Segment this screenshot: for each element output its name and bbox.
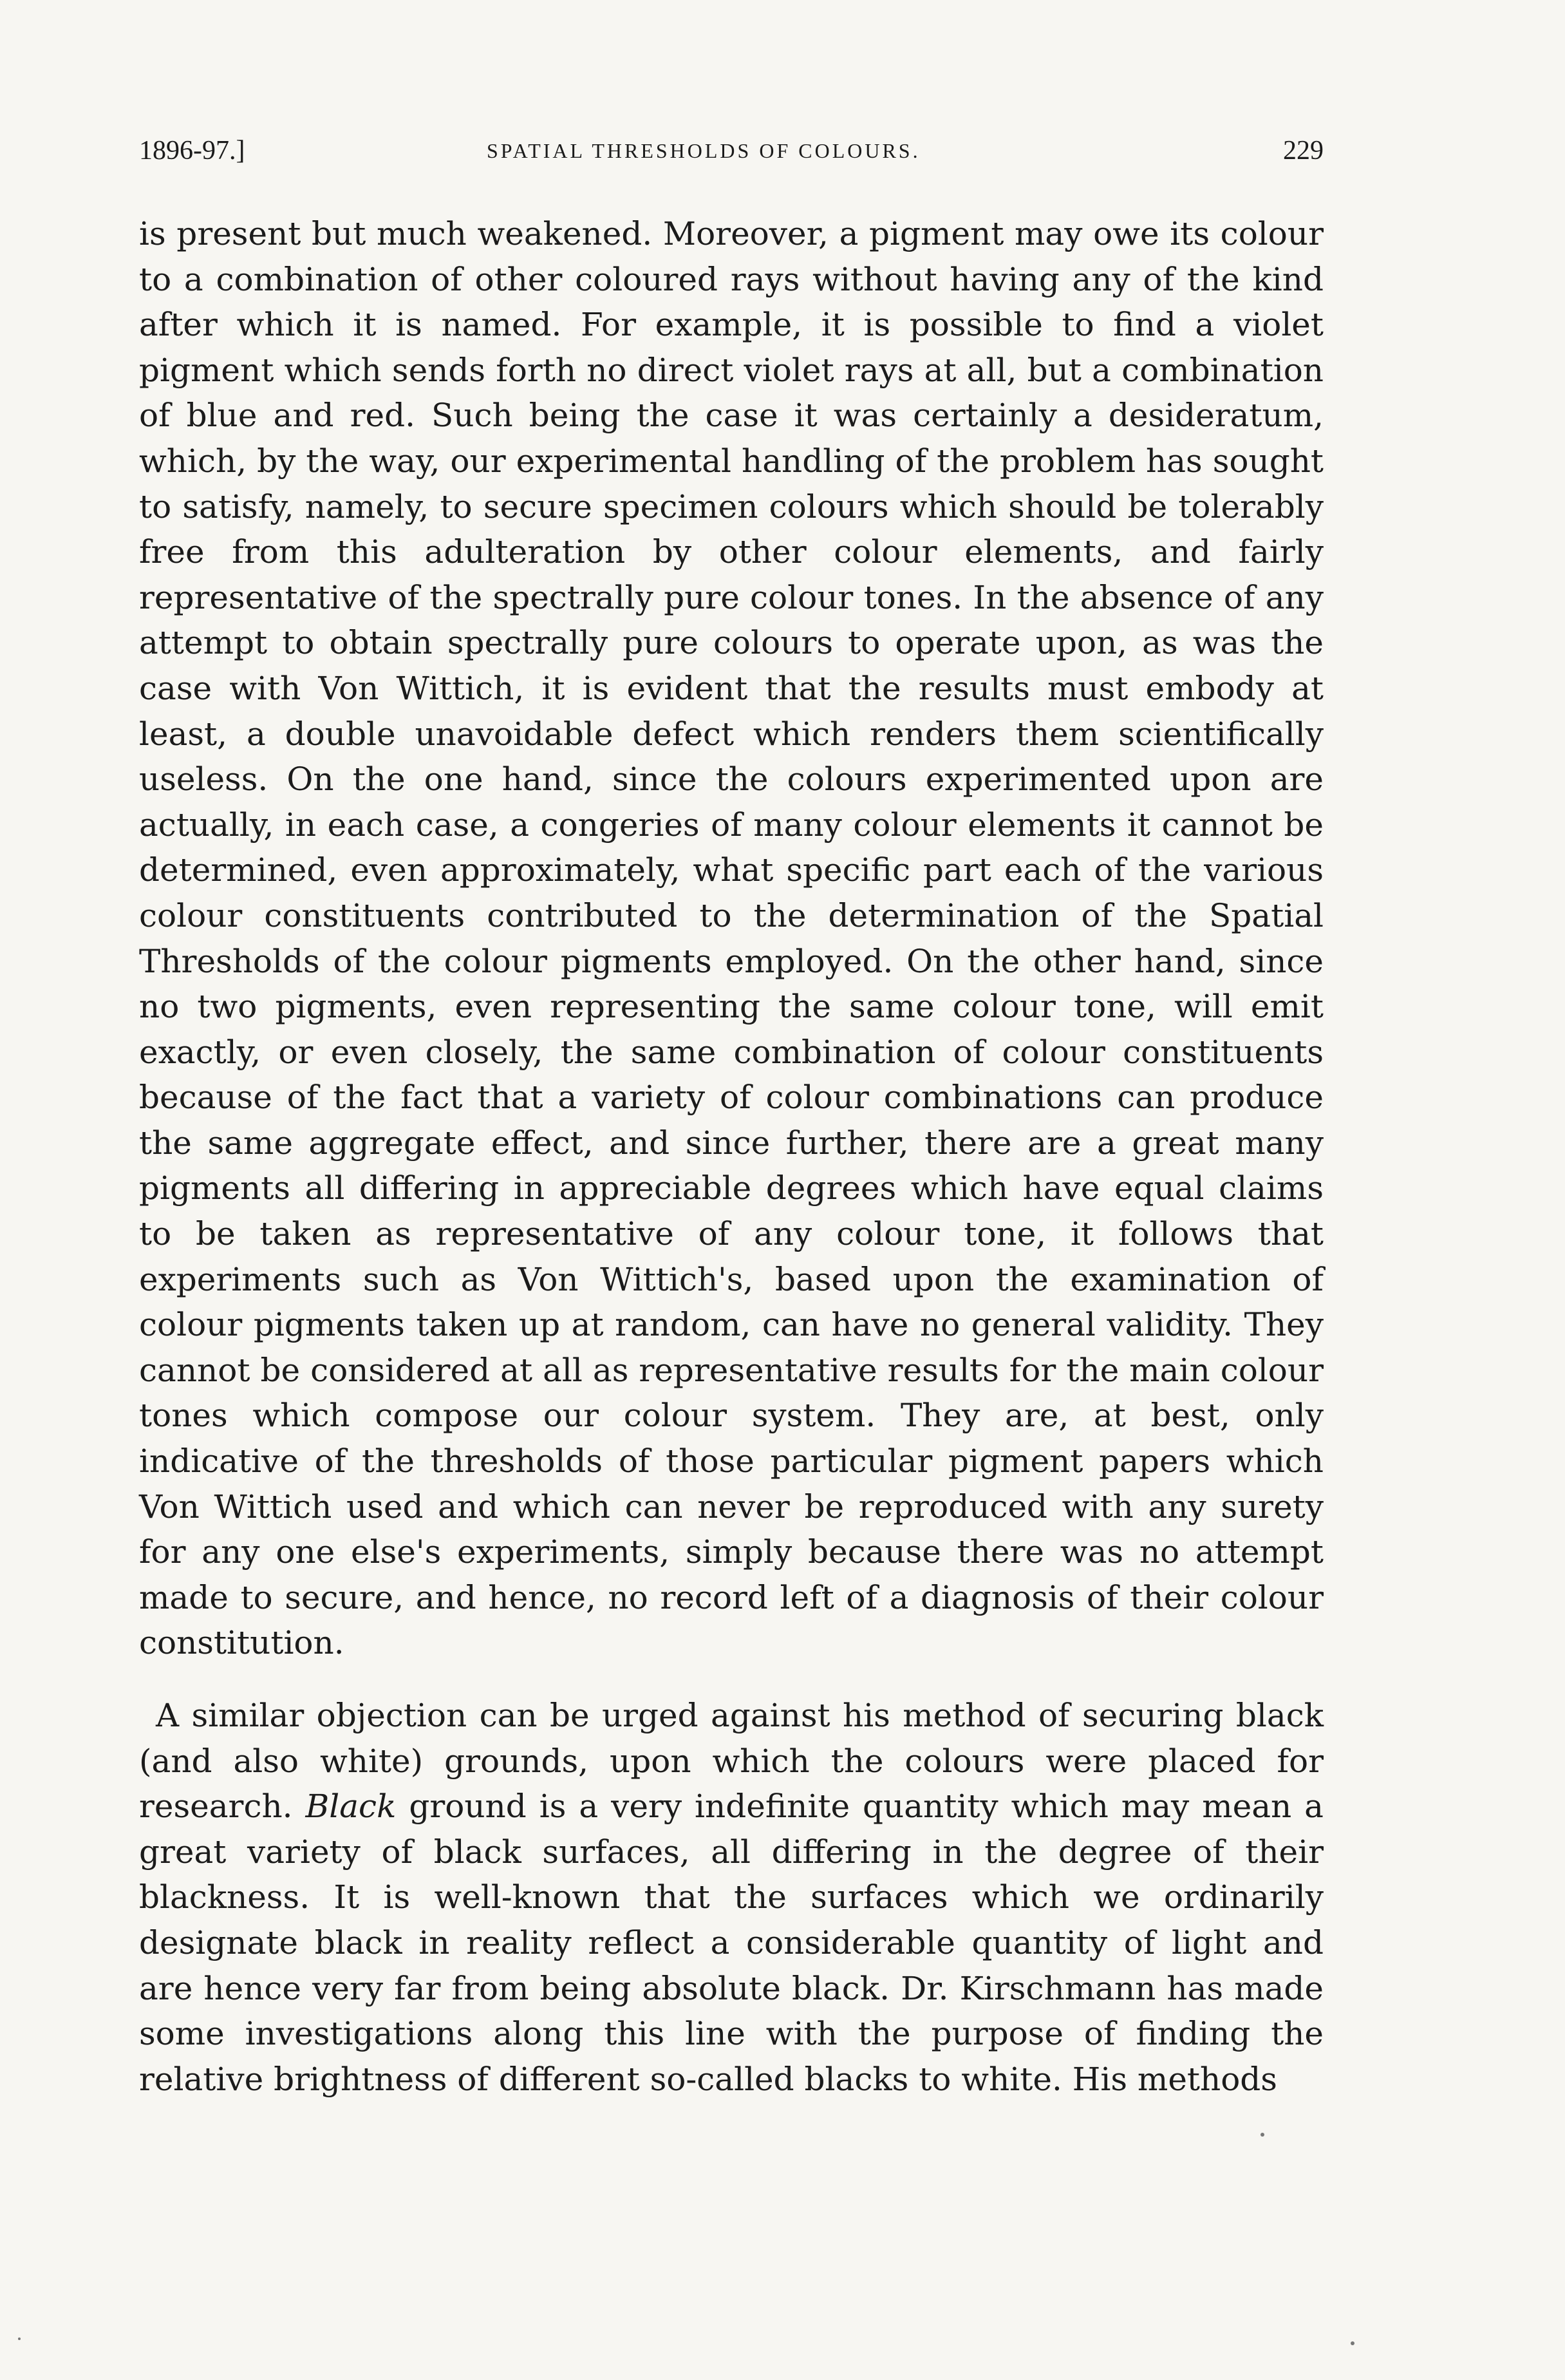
paragraph-2-rest: ground is a very indefinite quantity which may mean a great variety of black surfaces, all differing in the degree of their blackness. It is well-known that the surfaces which we ordinarily designate black in reality reflect a considerable quantity of light and are hence very far from being absolute black. Dr. Kirschmann has made some investigations along this line with the purpose of finding the relative brightness of different so-called blacks to white. His methods	[139, 1788, 1324, 2098]
speck-mark	[1260, 2133, 1264, 2137]
paragraph-2	[139, 1693, 1324, 2102]
running-header	[139, 135, 1324, 174]
running-date: 1896-97.]	[139, 136, 245, 165]
page-body	[139, 211, 1324, 2102]
paragraph-1: is present but much weakened. Moreover, a pigment may owe its colour to a combination of other coloured rays without having any of the kind after which it is named. For example, it is possible to find a violet pigment which sends forth no direct violet rays at all, but a combination of blue and red. Such being the case it was certainly a desideratum, which, by the way, our experimental handling of the problem has sought to satisfy, namely, to secure specimen colours which should be tolerably free from this adulteration by other colour elements, and fairly representative of the spectrally pure colour tones. In the absence of any attempt to obtain spectrally pure colours to operate upon, as was the case with Von Wittich, it is evident that the results must embody at least, a double unavoidable defect which renders them scientifically useless. On the one hand, since the colours experimented upon are actually, in each case, a congeries of many colour elements it cannot be determined, even approximately, what specific part each of the various colour constituents contributed to the determination of the Spatial Thresholds of the colour pigments employed. On the other hand, since no two pigments, even representing the same colour tone, will emit exactly, or even closely, the same combination of colour constituents because of the fact that a variety of colour combinations can produce the same aggregate effect, and since further, there are a great many pigments all differing in appreciable degrees which have equal claims to be taken as representative of any colour tone, it follows that experiments such as Von Wittich's, based upon the examination of colour pigments taken up at random, can have no general validity. They cannot be considered at all as representative results for the main colour tones which compose our colour system. They are, at best, only indicative of the thresholds of those particular pigment papers which Von Wittich used and which can never be reproduced with any surety for any one else's experiments, simply because there was no attempt made to secure, and hence, no record left of a diagnosis of their colour constitution.	[139, 215, 1324, 1662]
paragraph-2-lead: A similar objection can be urged against his method of securing black (and also white) grounds, upon which the colours were placed for research.	[139, 1697, 1324, 1826]
page-number: 229	[1283, 136, 1324, 165]
speck-mark	[1351, 2341, 1354, 2345]
speck-mark	[18, 2338, 21, 2340]
running-title: SPATIAL THRESHOLDS OF COLOURS.	[487, 139, 921, 162]
italic-black: Black	[305, 1788, 397, 1826]
